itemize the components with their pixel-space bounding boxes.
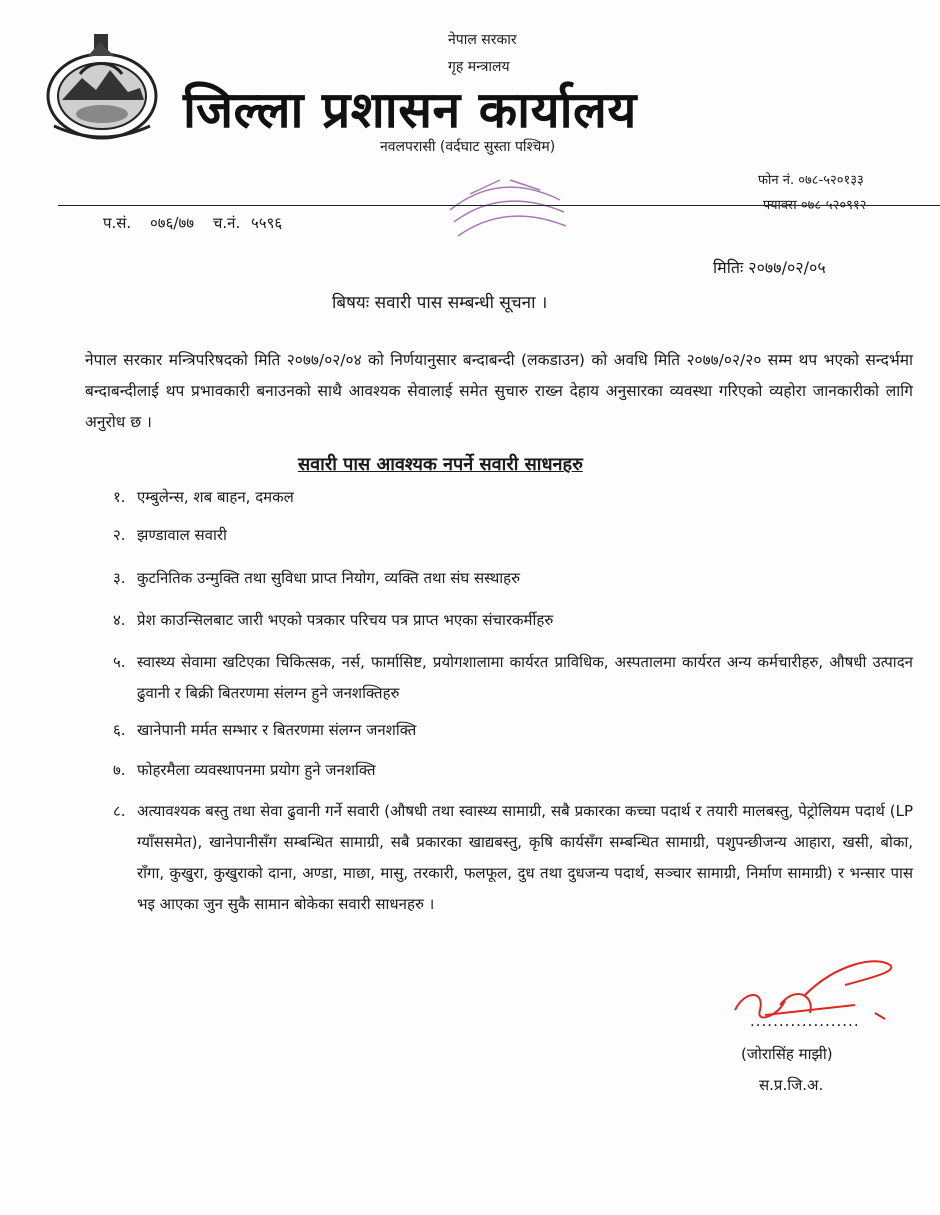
list-item-text: खानेपानी मर्मत सम्भार र बितरणमा संलग्न जनशक्ति [137,721,417,739]
list-item-text: फोहरमैला व्यवस्थापनमा प्रयोग हुने जनशक्ति [137,761,376,779]
list-item-number: ७. [113,761,126,779]
list-item-text: अत्यावश्यक बस्तु तथा सेवा ढुवानी गर्ने सवारी (औषधी तथा स्वास्थ्य सामाग्री, सबै प्रकारका कच्चा पदार्थ र तयारी मालबस्तु, पेट्रोलियम पदार्थ (LP ग्याँससमेत), खानेपानीसँग सम्बन्धित सामाग्री, सबै प्रकारका खाद्यबस्तु, कृषि कार्यसँग सम्बन्धित सामाग्री, पशुपन्छीजन्य आहारा, खसी, बोका, राँगा, कुखुरा, कुखुराको दाना, अण्डा, माछा, मासु, तरकारी, फलफूल, दुध तथा दुधजन्य पदार्थ, सञ्चार सामाग्री, निर्माण सामाग्री) र भन्सार पास भइ आएका जुन सुकै सामान बोकेका सवारी साधनहरु । [137,802,913,913]
list-item-number: ३. [113,569,126,587]
phone-number: फोन नं. ०७८-५२०१३३ [758,173,864,188]
list-item-number: १. [113,488,126,506]
district-name: नवलपरासी (वर्दघाट सुस्ता पश्चिम) [380,139,556,155]
letter-date: मितिः २०७७/०२/०५ [713,258,826,277]
ministry-name: गृह मन्त्रालय [448,59,510,75]
fax-number: फ्याक्स ०७८-५२०९१२ [763,198,867,213]
list-item-number: ८. [113,802,126,820]
list-item-text: झण्डावाल सवारी [137,526,227,544]
list-item-text: प्रेश काउन्सिलबाट जारी भएको पत्रकार परिचय पत्र प्राप्त भएका संचारकर्मीहरु [137,611,554,629]
list-item-number: ५. [113,653,126,671]
list-item-number: ४. [113,611,126,629]
letter-subject: बिषयः सवारी पास सम्बन्धी सूचना । [332,293,548,313]
reference-line [103,213,296,233]
list-item-number: २. [113,526,126,544]
list-item-text: एम्बुलेन्स, शब बाहन, दमकल [137,488,294,506]
header-divider [58,205,940,206]
list-item-text: कुटनितिक उन्मुक्ति तथा सुविधा प्राप्त नियोग, व्यक्ति तथा संघ सस्थाहरु [137,569,521,587]
list-heading: सवारी पास आवश्यक नपर्ने सवारी साधनहरु [298,454,583,475]
government-name: नेपाल सरकार [448,32,517,48]
reference-cn-value: ५५९६ [251,214,283,232]
signatory-title: स.प्र.जि.अ. [759,1076,824,1094]
nepal-emblem-icon [40,30,160,142]
reference-ps-value: ०७६/७७ [149,214,195,232]
reference-cn-label: च.नं. [212,214,241,232]
body-paragraph: नेपाल सरकार मन्त्रिपरिषदको मिति २०७७/०२/०४ को निर्णयानुसार बन्दाबन्दी (लकडाउन) को अवधि मिति २०७७/०२/२० सम्म थप भएको सन्दर्भमा बन्दाबन्दीलाई थप प्रभावकारी बनाउनको साथै आवश्यक सेवालाई समेत सुचारु राख्न देहाय अनुसारका व्यवस्था गरिएको व्यहोरा जानकारीको लागि अनुरोध छ । [85,351,913,431]
list-item-number: ६. [113,721,126,739]
signatory-name: (जोरासिंह माझी) [741,1045,833,1063]
office-stamp-icon [440,150,570,245]
office-title: जिल्ला प्रशासन कार्यालय [183,81,637,139]
signature-line: ................... [750,1012,860,1030]
list-item-text: स्वास्थ्य सेवामा खटिएका चिकित्सक, नर्स, फार्मासिष्ट, प्रयोगशालामा कार्यरत प्राविधिक, अस्पतालमा कार्यरत अन्य कर्मचारीहरु, औषधी उत्पादन ढुवानी र बिक्री बितरणमा संलग्न हुने जनशक्तिहरु [137,653,913,702]
reference-ps-label: प.सं. [103,214,132,232]
